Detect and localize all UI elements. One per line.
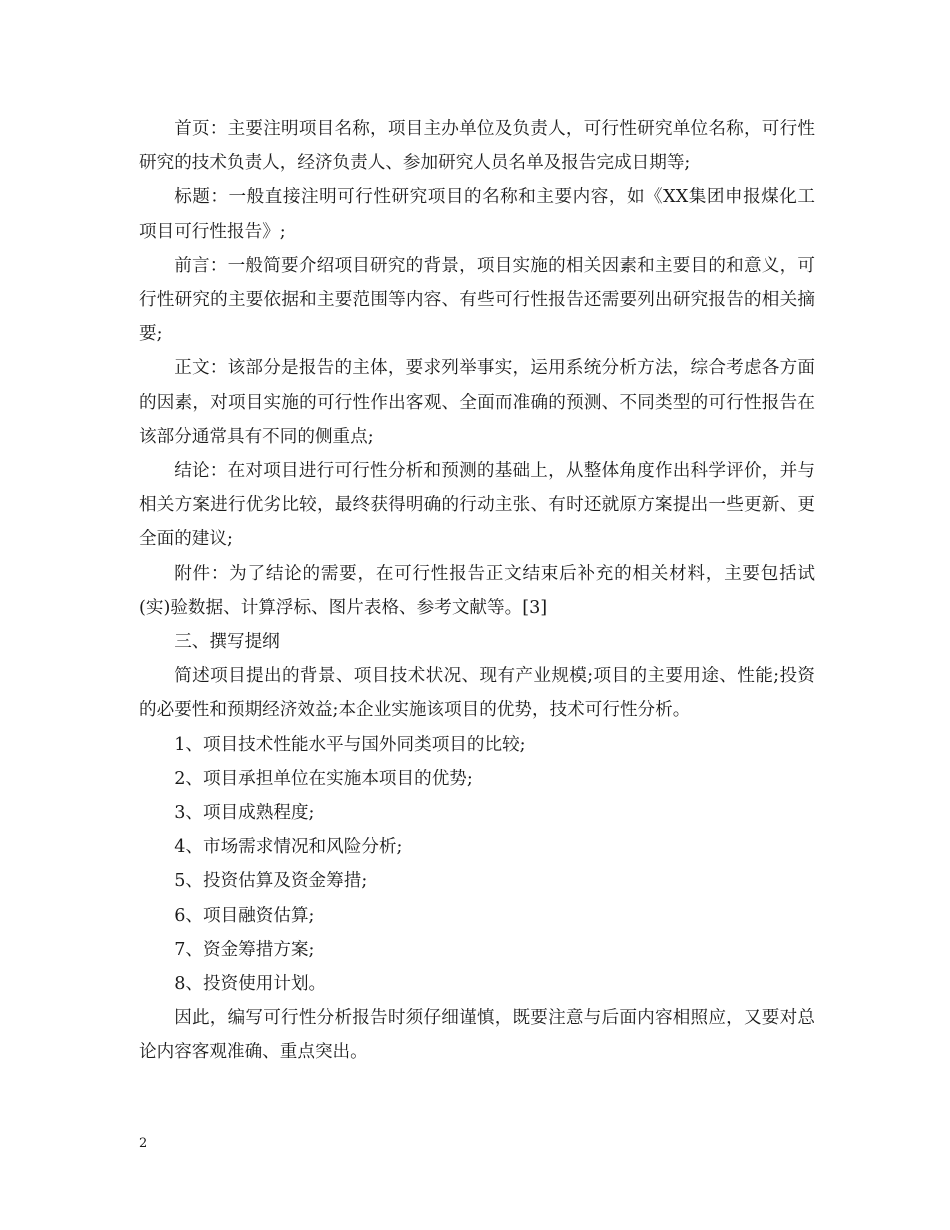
paragraph-conclusion: 结论：在对项目进行可行性分析和预测的基础上，从整体角度作出科学评价，并与相关方案进行优劣比较，最终获得明确的行动主张、有时还就原方案提出一些更新、更全面的建议;	[139, 461, 815, 550]
document-body	[139, 112, 815, 1070]
paragraph-title: 标题：一般直接注明可行性研究项目的名称和主要内容，如《XX集团申报煤化工项目可行性报告》;	[139, 187, 815, 242]
section-heading-outline: 三、撰写提纲	[174, 632, 280, 653]
paragraph-closing: 因此，编写可行性分析报告时须仔细谨慎，既要注意与后面内容相照应，又要对总论内容客观准确、重点突出。	[139, 1008, 815, 1063]
paragraph-main-text: 正文：该部分是报告的主体，要求列举事实，运用系统分析方法，综合考虑各方面的因素，对项目实施的可行性作出客观、全面而准确的预测、不同类型的可行性报告在该部分通常具有不同的侧重点;	[139, 358, 815, 447]
paragraph-outline-summary: 简述项目提出的背景、项目技术状况、现有产业规模;项目的主要用途、性能;投资的必要性和预期经济效益;本企业实施该项目的优势，技术可行性分析。	[139, 666, 815, 721]
list-item-5: 5、投资估算及资金筹措;	[174, 871, 368, 892]
list-item-8: 8、投资使用计划。	[174, 974, 327, 995]
list-item-1: 1、项目技术性能水平与国外同类项目的比较;	[174, 734, 526, 755]
list-item-2: 2、项目承担单位在实施本项目的优势;	[174, 768, 473, 789]
paragraph-appendix: 附件：为了结论的需要，在可行性报告正文结束后补充的相关材料，主要包括试(实)验数据、计算浮标、图片表格、参考文献等。[3]	[139, 563, 815, 618]
list-item-4: 4、市场需求情况和风险分析;	[174, 837, 403, 858]
paragraph-cover-page: 首页：主要注明项目名称，项目主办单位及负责人，可行性研究单位名称，可行性研究的技术负责人，经济负责人、参加研究人员名单及报告完成日期等;	[139, 119, 815, 174]
list-item-3: 3、项目成熟程度;	[174, 803, 315, 824]
page-number: 2	[139, 1136, 148, 1151]
list-item-6: 6、项目融资估算;	[174, 905, 315, 926]
list-item-7: 7、资金筹措方案;	[174, 939, 315, 960]
paragraph-preface: 前言：一般简要介绍项目研究的背景，项目实施的相关因素和主要目的和意义，可行性研究的主要依据和主要范围等内容、有些可行性报告还需要列出研究报告的相关摘要;	[139, 255, 815, 345]
